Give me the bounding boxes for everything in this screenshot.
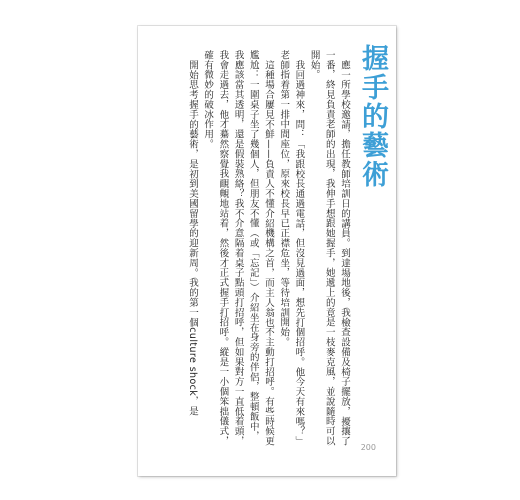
paragraph: 我回過神來，問：「我跟校長通過電話，但沒見過面，想先打個招呼。他今天有來嗎？」老師指着第一排中間座位，原來校長早已正襟危坐，等待培訓開始。	[278, 50, 305, 446]
chapter-title: 握手的藝術	[357, 44, 388, 189]
paragraph: 這種場合屢見不鮮——負責人不懂介紹機構之首，而主人翁也不主動打招呼。有些時候更尷尬：一圍桌子坐了幾個人，但朋友不懂（或「忘記」）介紹坐在身旁的伴侶，整頓飯中，我應該當其透明，還是假裝熟絡？我不介意隔着桌子點頭打招呼，但如果對方一直低着頭，我會走過去，他才驀然察覺我靦覥地站着，然後才正式握手打招呼。縱是一小個笨拙儀式，確有微妙的破冰作用。	[202, 50, 274, 446]
paragraph: 開始思考握手的藝術，是初到美國留學的迎新周。我的第一個culture shock，是	[186, 59, 198, 416]
body-text	[185, 50, 352, 450]
book-page	[138, 26, 396, 476]
page-number: 200	[360, 443, 376, 452]
paragraph: 應一所學校邀請，擔任教師培訓日的講員。到達場地後，我檢查設備及椅子擺放，擾攘了一番，終見負責老師的出現，我伸手想跟她握手，她遞上的竟是一枝麥克風，並說隨時可以開始。	[308, 50, 350, 446]
